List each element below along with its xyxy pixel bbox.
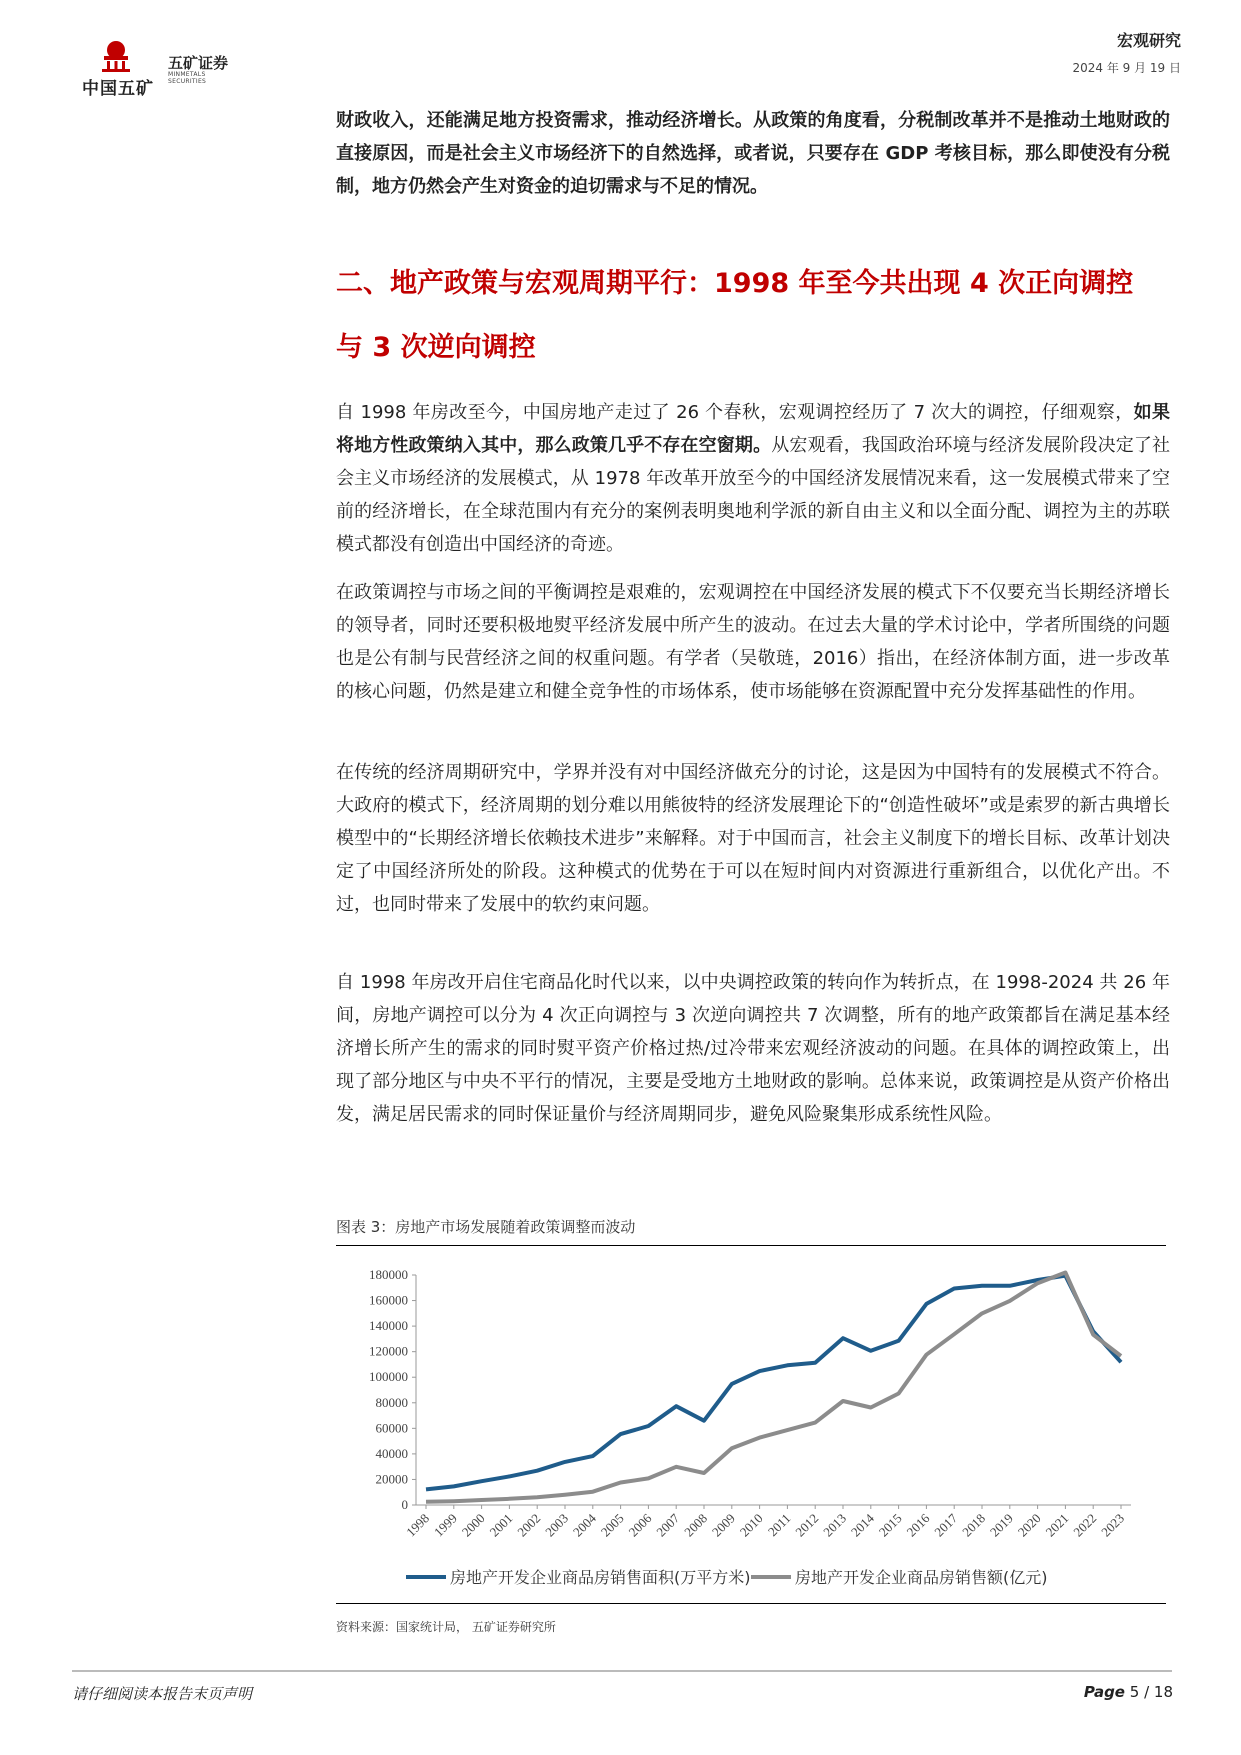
y-tick-label: 140000	[369, 1318, 408, 1334]
figure-rule-bottom	[336, 1603, 1166, 1604]
y-tick-label: 0	[401, 1497, 408, 1512]
chart-series	[426, 1273, 1121, 1502]
x-tick-label: 2006	[625, 1510, 655, 1540]
y-tick-label: 160000	[369, 1292, 408, 1308]
x-tick-label: 2013	[820, 1510, 850, 1540]
x-tick-label: 2020	[1014, 1510, 1044, 1540]
x-tick-label: 2015	[875, 1510, 905, 1540]
report-date: 2024 年 9 月 19 日	[1072, 61, 1181, 75]
paragraph-0	[336, 104, 1170, 203]
footer-rule	[72, 1670, 1172, 1672]
x-tick-label: 2002	[514, 1510, 544, 1540]
paragraph-3	[336, 756, 1170, 921]
x-tick-label: 2008	[681, 1510, 711, 1540]
y-tick-label: 100000	[369, 1369, 408, 1385]
y-tick-label: 40000	[375, 1445, 408, 1461]
paragraph-1	[336, 396, 1170, 561]
x-tick-label: 2005	[597, 1510, 627, 1540]
legend-label-0: 房地产开发企业商品房销售面积(万平方米)	[450, 1568, 751, 1587]
x-tick-label: 2022	[1070, 1510, 1100, 1540]
paragraph-0-text: 财政收入，还能满足地方投资需求，推动经济增长。从政策的角度看，分税制改革并不是推动土地财政的直接原因，而是社会主义市场经济下的自然选择，或者说，只要存在 GDP 考核目标，那么即使没有分税制，地方仍然会产生对资金的迫切需求与不足的情况。	[336, 110, 1170, 197]
x-tick-label: 2011	[764, 1510, 794, 1540]
page-num: 5 / 18	[1129, 1683, 1173, 1701]
company-logo	[82, 36, 242, 98]
series-line-1	[426, 1273, 1121, 1502]
figure-source: 资料来源：国家统计局， 五矿证券研究所	[336, 1620, 556, 1634]
report-type: 宏观研究	[1116, 31, 1181, 50]
chart-legend	[406, 1568, 1048, 1587]
x-tick-label: 2003	[542, 1510, 572, 1540]
x-tick-label: 2004	[569, 1510, 599, 1540]
x-tick-label: 2000	[458, 1510, 488, 1540]
logo-text-en: MINMETALS SECURITIES	[168, 71, 207, 85]
y-tick-label: 80000	[375, 1394, 408, 1410]
figure-rule-top	[336, 1245, 1166, 1246]
paragraph-1-text-c: 从宏观看，我国政治环境与经济发展阶段决定了社会主义市场经济的发展模式，从 1978 年改革开放至今的中国经济发展情况来看，这一发展模式带来了空前的经济增长，在全球范围内有充分的案例表明奥地利学派的新自由主义和以全面分配、调控为主的苏联模式都没有创造出中国经济的奇迹。	[336, 435, 1171, 555]
paragraph-4	[336, 966, 1170, 1131]
line-chart	[336, 1255, 1166, 1595]
paragraph-1-text-a: 自 1998 年房改至今，中国房地产走过了 26 个春秋，宏观调控经历了 7 次大的调控，仔细观察，	[336, 402, 1134, 423]
section-heading-line2: 与 3 次逆向调控	[336, 332, 536, 363]
paragraph-1-emphasis: 如果将地方性政策纳入其中，那么政策几乎不存在空窗期。	[336, 402, 1170, 456]
y-tick-label: 180000	[369, 1267, 408, 1282]
x-tick-label: 2016	[903, 1510, 933, 1540]
x-tick-label: 2014	[847, 1510, 877, 1540]
x-tick-label: 2010	[736, 1510, 766, 1540]
y-tick-label: 20000	[375, 1471, 408, 1487]
footer-disclaimer: 请仔细阅读本报告末页声明	[72, 1685, 253, 1703]
y-axis	[369, 1267, 416, 1512]
x-tick-label: 2001	[486, 1510, 516, 1540]
report-header	[1072, 28, 1181, 76]
y-tick-label: 60000	[375, 1420, 408, 1436]
logo-text-cn: 中国五矿	[82, 79, 154, 99]
x-tick-label: 1999	[430, 1510, 460, 1540]
x-tick-label: 2017	[931, 1510, 961, 1540]
x-tick-label: 2012	[792, 1510, 822, 1540]
paragraph-3-text: 在传统的经济周期研究中，学界并没有对中国经济做充分的讨论，这是因为中国特有的发展模式不符合。大政府的模式下，经济周期的划分难以用熊彼特的经济发展理论下的“创造性破坏”或是索罗的新古典增长模型中的“长期经济增长依赖技术进步”来解释。对于中国而言，社会主义制度下的增长目标、改革计划决定了中国经济所处的阶段。这种模式的优势在于可以在短时间内对资源进行重新组合，以优化产出。不过，也同时带来了发展中的软约束问题。	[336, 762, 1170, 915]
series-line-0	[426, 1276, 1121, 1490]
page-label: Page	[1083, 1683, 1125, 1701]
x-tick-label: 1998	[403, 1510, 433, 1540]
x-axis	[403, 1505, 1131, 1540]
x-tick-label: 2007	[653, 1510, 683, 1540]
minmetals-emblem-icon	[96, 34, 136, 74]
x-tick-label: 2021	[1042, 1510, 1072, 1540]
paragraph-4-text: 自 1998 年房改开启住宅商品化时代以来，以中央调控政策的转向作为转折点，在 1998-2024 共 26 年间，房地产调控可以分为 4 次正向调控与 3 次逆向调控共 7 次调整，所有的地产政策都旨在满足基本经济增长所产生的需求的同时熨平资产价格过热/过冷带来宏观经济波动的问题。在具体的调控政策上，出现了部分地区与中央不平行的情况，主要是受地方土地财政的影响。总体来说，政策调控是从资产价格出发，满足居民需求的同时保证量价与经济周期同步，避免风险聚集形成系统性风险。	[336, 972, 1170, 1125]
legend-label-1: 房地产开发企业商品房销售额(亿元)	[795, 1568, 1048, 1587]
section-heading-line1: 二、地产政策与宏观周期平行：1998 年至今共出现 4 次正向调控	[336, 268, 1134, 299]
x-tick-label: 2009	[708, 1510, 738, 1540]
y-tick-label: 120000	[369, 1343, 408, 1359]
logo-text-securities: 五矿证券	[168, 54, 229, 72]
section-heading	[336, 252, 1170, 380]
x-tick-label: 2019	[986, 1510, 1016, 1540]
figure-caption: 图表 3：房地产市场发展随着政策调整而波动	[336, 1218, 636, 1236]
paragraph-2-text: 在政策调控与市场之间的平衡调控是艰难的，宏观调控在中国经济发展的模式下不仅要充当长期经济增长的领导者，同时还要积极地熨平经济发展中所产生的波动。在过去大量的学术讨论中，学者所围绕的问题也是公有制与民营经济之间的权重问题。有学者（吴敬琏，2016）指出，在经济体制方面，进一步改革的核心问题，仍然是建立和健全竞争性的市场体系，使市场能够在资源配置中充分发挥基础性的作用。	[336, 582, 1170, 702]
x-tick-label: 2023	[1098, 1510, 1128, 1540]
paragraph-2	[336, 576, 1170, 708]
page-number	[1084, 1683, 1173, 1701]
x-tick-label: 2018	[959, 1510, 989, 1540]
